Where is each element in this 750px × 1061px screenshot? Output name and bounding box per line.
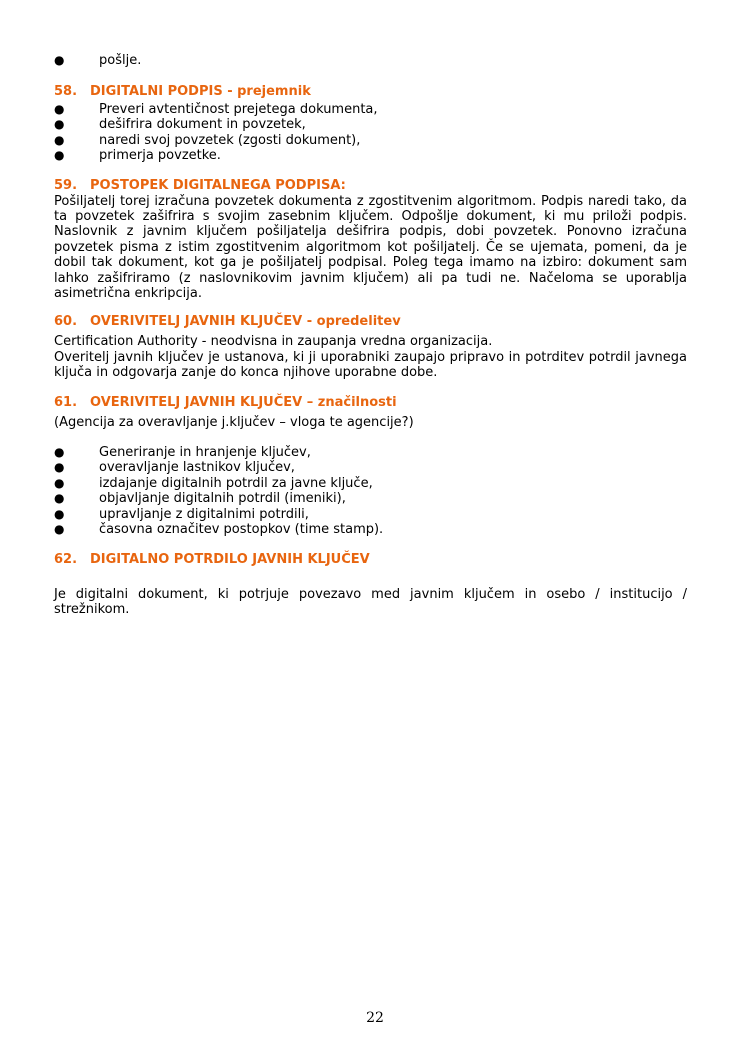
section-number: 59. <box>54 177 78 193</box>
section-heading-58 <box>54 84 687 100</box>
list-item: ● Preveri avtentičnost prejetega dokumenta, <box>54 101 378 117</box>
bullet-icon: ● <box>54 101 65 116</box>
list-item: ● upravljanje z digitalnimi potrdili, <box>54 506 309 522</box>
section-heading-60 <box>54 314 687 330</box>
bullet-icon: ● <box>54 460 65 475</box>
section-title: POSTOPEK DIGITALNEGA PODPISA: <box>90 177 346 193</box>
bullet-icon: ● <box>54 475 65 490</box>
top-bullet-list <box>54 53 687 69</box>
page-number: 22 <box>366 1010 384 1026</box>
list-item: ● overavljanje lastnikov ključev, <box>54 460 295 476</box>
section-58-list <box>54 102 687 164</box>
bullet-icon: ● <box>54 522 65 537</box>
section-59-text: Pošiljatelj torej izračuna povzetek dokumenta z zgostitvenim algoritmom. Podpis naredi tako, da ta povzetek zašifrira s svojim zasebnim ključem. Odpošlje dokument, ki mu priloži podpis. Naslovnik z javnim ključem pošiljatelja dešifrira podpis, dobi povzetek. Ponovno izračuna povzetek pisma z istim zgostitvenim algoritmom kot pošiljatelj. Če se ujemata, pomeni, da je dobil tak dokument, kot ga je pošiljatelj podpisal. Poleg tega imamo na izbiro: dokument sam lahko zašifriramo (z naslovnikovim javnim ključem) ali pa tudi ne. Načeloma se uporablja asimetrična enkripcija. <box>54 193 687 301</box>
list-item: ● Generiranje in hranjenje ključev, <box>54 444 311 460</box>
bullet-icon: ● <box>54 53 65 67</box>
section-number: 58. <box>54 83 78 99</box>
section-heading-59 <box>54 178 687 194</box>
section-61-list <box>54 445 687 538</box>
section-heading-61 <box>54 395 687 411</box>
section-60-line-1: Certification Authority - neodvisna in zaupanja vredna organizacija. <box>54 334 493 350</box>
document-page <box>54 53 687 618</box>
section-title: OVERIVITELJ JAVNIH KLJUČEV - opredelitev <box>90 314 401 330</box>
bullet-icon: ● <box>54 148 65 162</box>
section-60-line-2: Overitelj javnih ključev je ustanova, ki ji uporabniki zaupajo pripravo in potrditev potrdil javnega ključa in odgovarja zanje do konca njihove uporabne dobe. <box>54 349 687 381</box>
bullet-icon: ● <box>54 132 65 147</box>
list-item: ● primerja povzetke. <box>54 148 221 163</box>
section-number: 62. <box>54 551 78 567</box>
list-item: ● objavljanje digitalnih potrdil (imeniki), <box>54 491 346 507</box>
list-item: ● naredi svoj povzetek (zgosti dokument), <box>54 132 361 148</box>
section-title: DIGITALNI PODPIS - prejemnik <box>90 83 311 99</box>
section-heading-62 <box>54 552 687 568</box>
section-title: OVERIVITELJ JAVNIH KLJUČEV – značilnosti <box>90 394 397 410</box>
bullet-icon: ● <box>54 506 65 521</box>
list-item: ● časovna označitev postopkov (time stamp). <box>54 522 384 538</box>
section-number: 61. <box>54 394 78 410</box>
section-number: 60. <box>54 314 78 330</box>
list-item: ● dešifrira dokument in povzetek, <box>54 117 306 132</box>
list-item: ● pošlje. <box>54 53 142 68</box>
section-62-text: Je digitalni dokument, ki potrjuje povezavo med javnim ključem in osebo / institucijo / strežnikom. <box>54 586 687 618</box>
bullet-icon: ● <box>54 117 65 131</box>
section-61-intro: (Agencija za overavljanje j.ključev – vloga te agencije?) <box>54 414 414 430</box>
bullet-icon: ● <box>54 444 65 459</box>
bullet-icon: ● <box>54 491 65 506</box>
section-title: DIGITALNO POTRDILO JAVNIH KLJUČEV <box>90 551 370 567</box>
list-item: ● izdajanje digitalnih potrdil za javne ključe, <box>54 475 373 491</box>
